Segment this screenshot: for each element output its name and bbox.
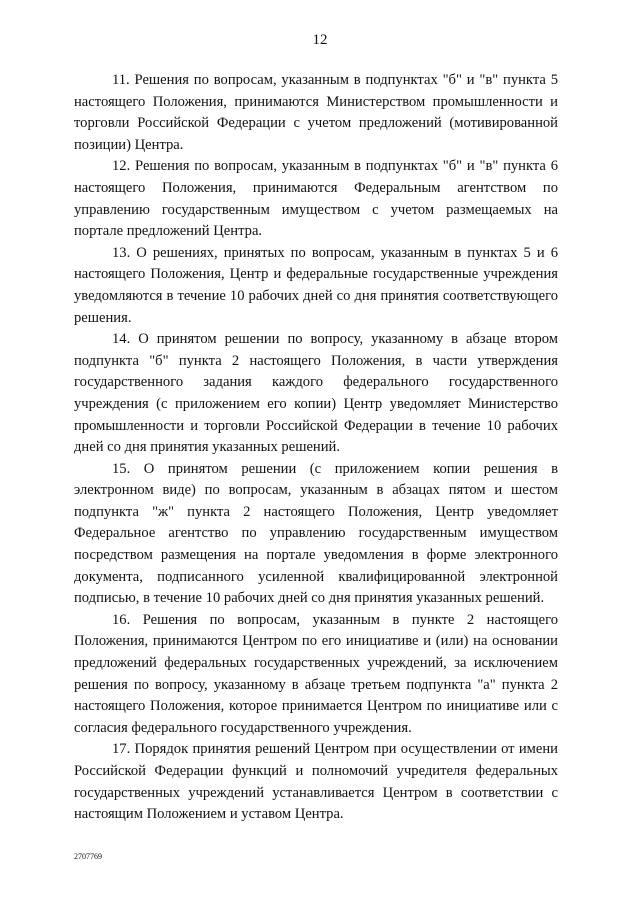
paragraph-13: 13. О решениях, принятых по вопросам, указанным в пунктах 5 и 6 настоящего Положения, Центр и федеральные государственные учреждения уведомляются в течение 10 рабочих дней со дня принятия соответствующего решения. <box>74 244 558 326</box>
paragraph-14: 14. О принятом решении по вопросу, указанному в абзаце втором подпункта "б" пункта 2 настоящего Положения, в части утверждения государственного задания каждого федерального государственного учреждения (с приложением его копии) Центр уведомляет Министерство промышленности и торговли Российской Федерации в течение 10 рабочих дней со дня принятия указанных решений. <box>74 331 558 456</box>
paragraph-15: 15. О принятом решении (с приложением копии решения в электронном виде) по вопросам, указанным в абзацах пятом и шестом подпункта "ж" пункта 2 настоящего Положения, Центр уведомляет Федеральное агентство по управлению государственным имуществом посредством размещения на портале уведомления в форме электронного документа, подписанного усиленной квалифицированной электронной подписью, в течение 10 рабочих дней со дня принятия указанных решений. <box>74 460 558 607</box>
paragraph-17: 17. Порядок принятия решений Центром при осуществлении от имени Российской Федерации функций и полномочий учредителя федеральных государственных учреждений устанавливается Центром в соответствии с настоящим Положением и уставом Центра. <box>74 741 558 823</box>
document-code: 2707769 <box>74 852 102 861</box>
paragraph-12: 12. Решения по вопросам, указанным в подпунктах "б" и "в" пункта 6 настоящего Положения, принимаются Федеральным агентством по управлению государственным имуществом с учетом размещаемых на портале предложений Центра. <box>74 158 558 240</box>
paragraph-16: 16. Решения по вопросам, указанным в пункте 2 настоящего Положения, принимаются Центром по его инициативе и (или) на основании предложений федеральных государственных учреждений, за исключением решения по вопросу, указанному в абзаце третьем подпункта "а" пункта 2 настоящего Положения, которое принимается Центром по инициативе или с согласия федерального государственного учреждения. <box>74 611 558 736</box>
paragraph-11: 11. Решения по вопросам, указанным в подпунктах "б" и "в" пункта 5 настоящего Положения, принимаются Министерством промышленности и торговли Российской Федерации с учетом предложений (мотивированной позиции) Центра. <box>74 72 558 153</box>
page-number: 12 <box>312 32 328 48</box>
document-body <box>74 70 558 826</box>
